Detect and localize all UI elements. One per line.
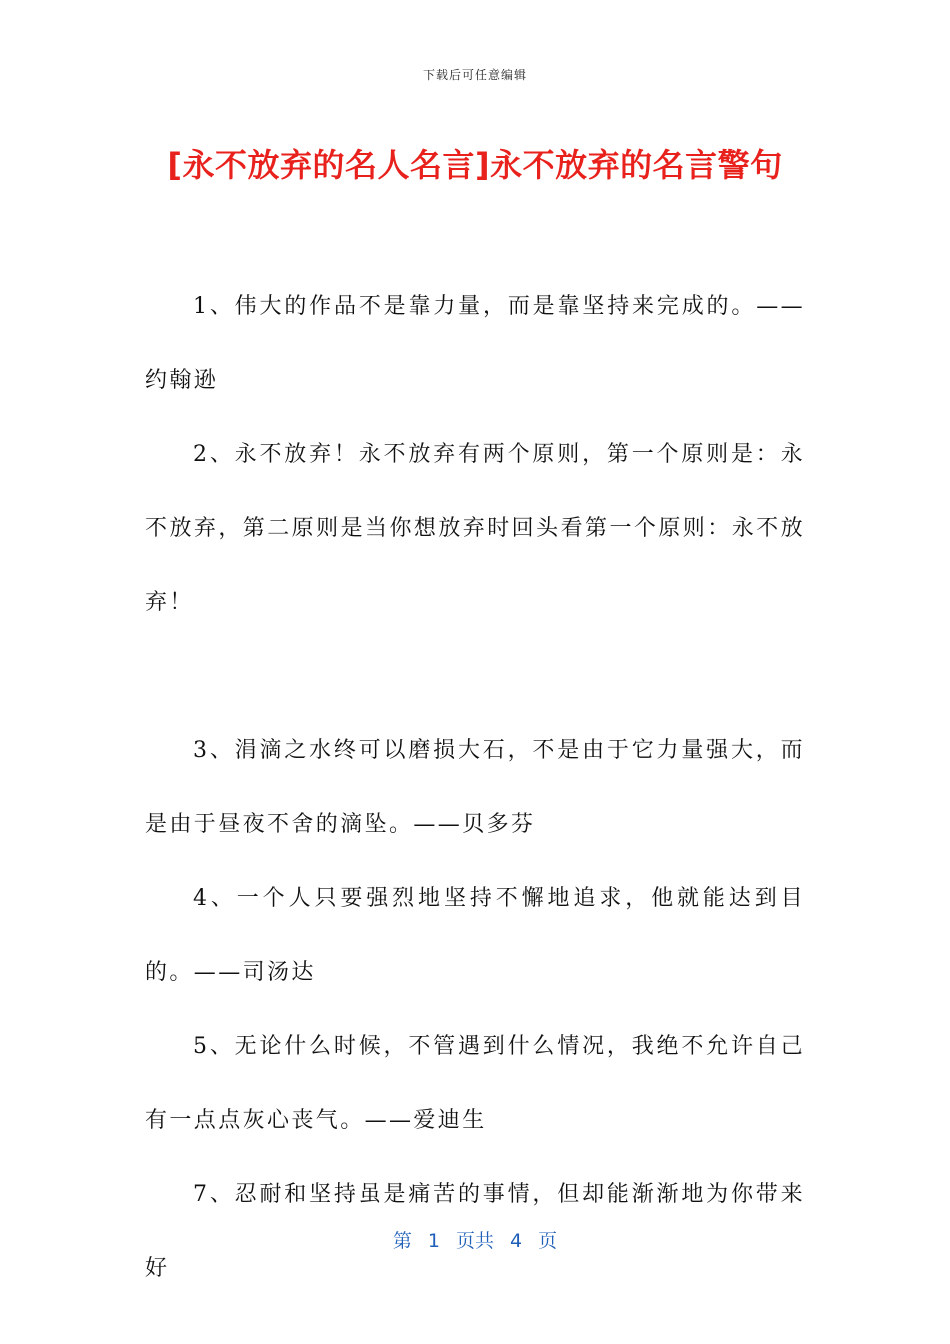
quote-paragraph-1: 1、伟大的作品不是靠力量，而是靠坚持来完成的。——约翰逊 — [145, 294, 805, 393]
quote-paragraph-7: 7、忍耐和坚持虽是痛苦的事情，但却能渐渐地为你带来好 — [145, 1182, 805, 1281]
footer-total-pages: 4 — [510, 1230, 523, 1252]
quote-paragraph-4: 4、一个人只要强烈地坚持不懈地追求，他就能达到目的。——司汤达 — [145, 886, 805, 985]
quote-paragraph-5: 5、无论什么时候，不管遇到什么情况，我绝不允许自己有一点点灰心丧气。——爱迪生 — [145, 1034, 805, 1133]
footer-page-number: 1 — [427, 1230, 440, 1252]
footer-page-suffix: 页共 — [455, 1230, 494, 1252]
quote-paragraph-3: 3、涓滴之水终可以磨损大石，不是由于它力量强大，而是由于昼夜不舍的滴坠。——贝多芬 — [145, 738, 805, 837]
footer-page-label: 第 — [392, 1230, 412, 1252]
quote-paragraph-2: 2、永不放弃！永不放弃有两个原则，第一个原则是：永不放弃，第二原则是当你想放弃时回头看第一个原则：永不放弃！ — [145, 442, 805, 615]
document-body — [145, 270, 805, 1306]
document-title: [永不放弃的名人名言]永不放弃的名言警句 — [167, 146, 783, 184]
page-footer — [0, 1226, 950, 1253]
footer-total-suffix: 页 — [538, 1230, 558, 1252]
header-note: 下载后可任意编辑 — [422, 68, 527, 82]
